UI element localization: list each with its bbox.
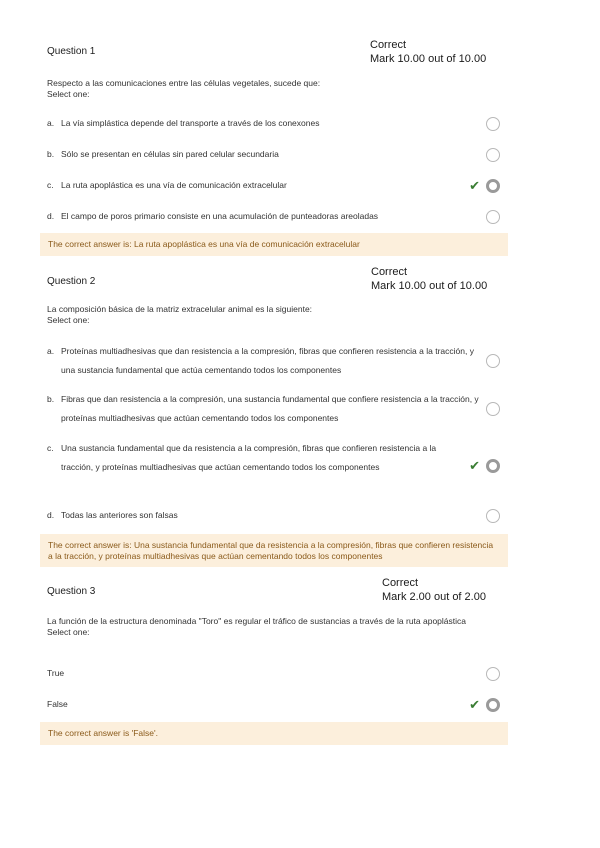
- radio-icon[interactable]: [486, 179, 500, 193]
- option-letter: d.: [47, 510, 55, 520]
- radio-icon[interactable]: [486, 459, 500, 473]
- question-text: [47, 78, 487, 100]
- question-status: [370, 38, 486, 66]
- option-letter: b.: [47, 394, 55, 404]
- mark-text: Mark 2.00 out of 2.00: [382, 591, 486, 603]
- feedback-box: The correct answer is: La ruta apoplástica es una vía de comunicación extracelular: [40, 233, 508, 256]
- option-letter: c.: [47, 180, 54, 190]
- radio-icon[interactable]: [486, 210, 500, 224]
- option-text: Una sustancia fundamental que da resistencia a la compresión, fibras que confieren resistencia a la tracción, y proteínas multiadhesivas que actúan cementando todos los componentes: [61, 443, 437, 472]
- radio-icon[interactable]: [486, 148, 500, 162]
- check-icon: ✔: [469, 458, 480, 473]
- status-text: Correct: [371, 266, 408, 278]
- select-one-label: Select one:: [47, 315, 90, 325]
- question-title: Question 2: [47, 276, 96, 287]
- option-a[interactable]: [47, 342, 507, 380]
- option-c[interactable]: [47, 176, 507, 195]
- option-letter: d.: [47, 211, 55, 221]
- option-true[interactable]: [47, 664, 507, 683]
- check-icon: ✔: [469, 697, 480, 712]
- status-text: Correct: [382, 577, 419, 589]
- option-text: False: [47, 699, 68, 709]
- option-letter: c.: [47, 443, 54, 453]
- radio-icon[interactable]: [486, 509, 500, 523]
- question-prompt: Respecto a las comunicaciones entre las células vegetales, sucede que:: [47, 78, 321, 88]
- option-false[interactable]: [47, 695, 507, 714]
- question-status: [382, 576, 486, 604]
- option-text: La ruta apoplástica es una vía de comunicación extracelular: [61, 180, 287, 190]
- question-1: [40, 30, 508, 258]
- select-one-label: Select one:: [47, 627, 90, 637]
- question-text: [47, 304, 487, 326]
- question-prompt: La función de la estructura denominada "Toro" es regular el tráfico de sustancias a través de la ruta apoplástica: [47, 616, 466, 626]
- radio-icon[interactable]: [486, 402, 500, 416]
- radio-icon[interactable]: [486, 117, 500, 131]
- question-text: [47, 616, 472, 638]
- question-2: [40, 258, 508, 568]
- option-text: Proteínas multiadhesivas que dan resistencia a la compresión, fibras que confieren resistencia a la tracción, y una sustancia fundamental que actúa cementando todos los componentes: [61, 346, 474, 375]
- option-b[interactable]: [47, 145, 507, 164]
- question-title: Question 1: [47, 46, 96, 57]
- feedback-box: The correct answer is: Una sustancia fundamental que da resistencia a la compresión, fibras que confieren resistencia a la tracción, y proteínas multiadhesivas que actúan cementando todos los componentes: [40, 534, 508, 567]
- option-text: Fibras que dan resistencia a la compresión, una sustancia fundamental que confiere resistencia a la tracción, y proteínas multiadhesivas que actúan cementando todos los componentes: [61, 394, 479, 423]
- check-icon: ✔: [469, 178, 480, 193]
- question-status: [371, 265, 487, 293]
- option-text: La vía simplástica depende del transporte a través de los conexones: [61, 118, 320, 128]
- radio-icon[interactable]: [486, 698, 500, 712]
- question-prompt: La composición básica de la matriz extracelular animal es la siguiente:: [47, 304, 313, 314]
- option-d[interactable]: [47, 506, 507, 525]
- radio-icon[interactable]: [486, 354, 500, 368]
- option-c[interactable]: [47, 439, 507, 496]
- mark-text: Mark 10.00 out of 10.00: [370, 53, 487, 65]
- mark-text: Mark 10.00 out of 10.00: [371, 280, 488, 292]
- option-text: True: [47, 668, 65, 678]
- status-text: Correct: [370, 39, 407, 51]
- option-letter: b.: [47, 149, 55, 159]
- feedback-box: The correct answer is 'False'.: [40, 722, 508, 745]
- question-3: [40, 570, 508, 746]
- option-letter: a.: [47, 346, 55, 356]
- option-b[interactable]: [47, 390, 507, 428]
- option-d[interactable]: [47, 207, 507, 226]
- option-text: El campo de poros primario consiste en una acumulación de punteadoras areoladas: [61, 211, 379, 221]
- option-letter: a.: [47, 118, 55, 128]
- question-title: Question 3: [47, 586, 96, 597]
- option-text: Todas las anteriores son falsas: [61, 510, 178, 520]
- radio-icon[interactable]: [486, 667, 500, 681]
- option-text: Sólo se presentan en células sin pared celular secundaria: [61, 149, 279, 159]
- option-a[interactable]: [47, 114, 507, 133]
- select-one-label: Select one:: [47, 89, 90, 99]
